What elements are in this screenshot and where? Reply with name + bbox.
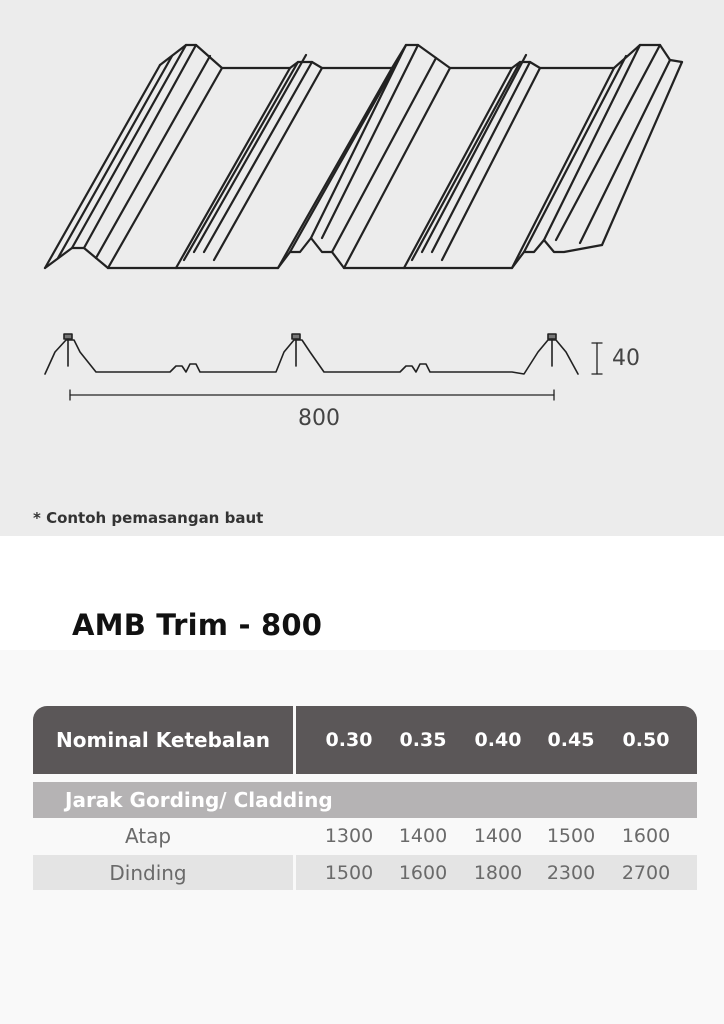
sheet-cross-section: [45, 334, 602, 400]
thickness-values: [296, 706, 697, 774]
sheet-isometric-view: [45, 45, 682, 268]
row-label: Dinding: [33, 855, 293, 890]
table-cell: 1500: [324, 861, 374, 884]
table-cell: 1300: [324, 824, 374, 847]
table-header-row: [33, 706, 697, 774]
thickness-value: 0.40: [474, 729, 522, 751]
table-row: [33, 855, 697, 890]
product-title: AMB Trim - 800: [72, 608, 323, 642]
height-dimension-label: 40: [612, 346, 640, 371]
bolt-icon: [292, 334, 300, 366]
table-cell: 2700: [621, 861, 671, 884]
bolt-installation-note: * Contoh pemasangan baut: [33, 509, 264, 527]
table-cell: 1400: [398, 824, 448, 847]
bolt-icon: [548, 334, 556, 366]
thickness-value: 0.30: [325, 729, 373, 751]
thickness-header-label: Nominal Ketebalan: [33, 706, 293, 774]
table-cell: 2300: [546, 861, 596, 884]
spec-table: [33, 706, 697, 885]
table-cell: 1400: [473, 824, 523, 847]
thickness-value: 0.50: [622, 729, 670, 751]
purlin-spacing-section-label: Jarak Gording/ Cladding: [33, 782, 697, 818]
table-cell: 1600: [621, 824, 671, 847]
thickness-value: 0.45: [547, 729, 595, 751]
table-cell: 1500: [546, 824, 596, 847]
table-cell: 1600: [398, 861, 448, 884]
bolt-icon: [64, 334, 72, 366]
table-cell: 1800: [473, 861, 523, 884]
table-row: [33, 818, 697, 853]
thickness-value: 0.35: [399, 729, 447, 751]
row-label: Atap: [124, 823, 172, 848]
pitch-dimension-label: 800: [298, 406, 340, 431]
